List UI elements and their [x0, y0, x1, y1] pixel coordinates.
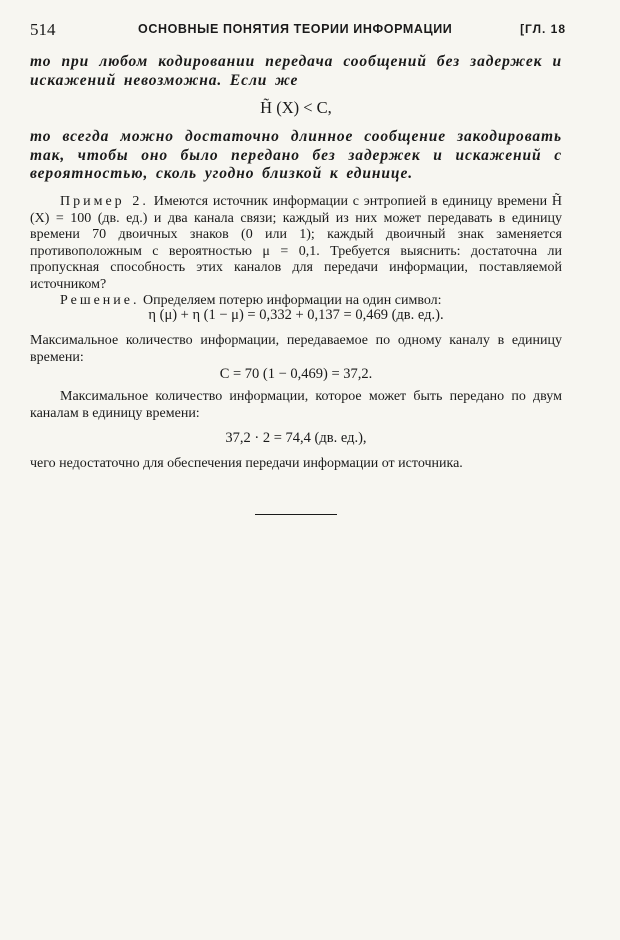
formula-capacity-block	[30, 366, 562, 383]
example-text: Имеются источник информации с энтропией в единицу времени H̃ (X) = 100 (дв. ед.) и два канала связи; каждый из них может передавать в единицу времени 70 двоичных знаков (0 или 1); каждый двоичный знак заменяется противоположным с вероятностью μ = 0,1. Требуется выяснить: достаточна ли пропускная способность этих каналов для передачи информации, поставляемой источником?	[30, 194, 562, 292]
para-max-two: Максимальное количество информации, которое может быть передано по двум каналам в единицу времени:	[30, 389, 562, 421]
example-block	[30, 194, 562, 310]
example-paragraph	[30, 194, 562, 293]
formula-capacity: C = 70 (1 − 0,469) = 37,2.	[219, 366, 373, 382]
max-one-block	[30, 333, 562, 366]
formula-loss-block	[30, 307, 562, 324]
max-two-block	[30, 389, 562, 422]
page-number: 514	[30, 20, 56, 39]
conclusion: чего недостаточно для обеспечения передачи информации от источника.	[30, 456, 463, 471]
formula-two: 37,2 · 2 = 74,4 (дв. ед.),	[225, 430, 367, 446]
formula-loss: η (μ) + η (1 − μ) = 0,332 + 0,137 = 0,469 (дв. ед.).	[148, 307, 444, 323]
running-title: ОСНОВНЫЕ ПОНЯТИЯ ТЕОРИИ ИНФОРМАЦИИ	[138, 22, 453, 36]
example-label: Пример 2.	[60, 194, 149, 209]
solution-label: Решение.	[60, 293, 140, 308]
chapter-label: [ГЛ. 18	[520, 22, 566, 36]
para-max-one: Максимальное количество информации, передаваемое по одному каналу в единицу времени:	[30, 333, 562, 365]
theorem-block	[30, 53, 562, 90]
formula-condition-block	[30, 98, 562, 118]
formula-two-block	[30, 430, 562, 447]
theorem-part1: то при любом кодировании передача сообщений без задержек и искажений невозможна. Если же	[30, 53, 562, 89]
page-header	[30, 20, 566, 42]
formula-condition: H̃ (X) < C,	[260, 98, 332, 117]
theorem-continuation-block	[30, 128, 562, 184]
theorem-part2: то всегда можно достаточно длинное сообщение закодировать так, чтобы оно было передано без задержек и искажений с вероятностью, сколь угодно близкой к единице.	[30, 128, 562, 182]
section-end-rule	[255, 514, 337, 515]
conclusion-block	[30, 456, 562, 473]
solution-text: Определяем потерю информации на один символ:	[143, 293, 442, 308]
